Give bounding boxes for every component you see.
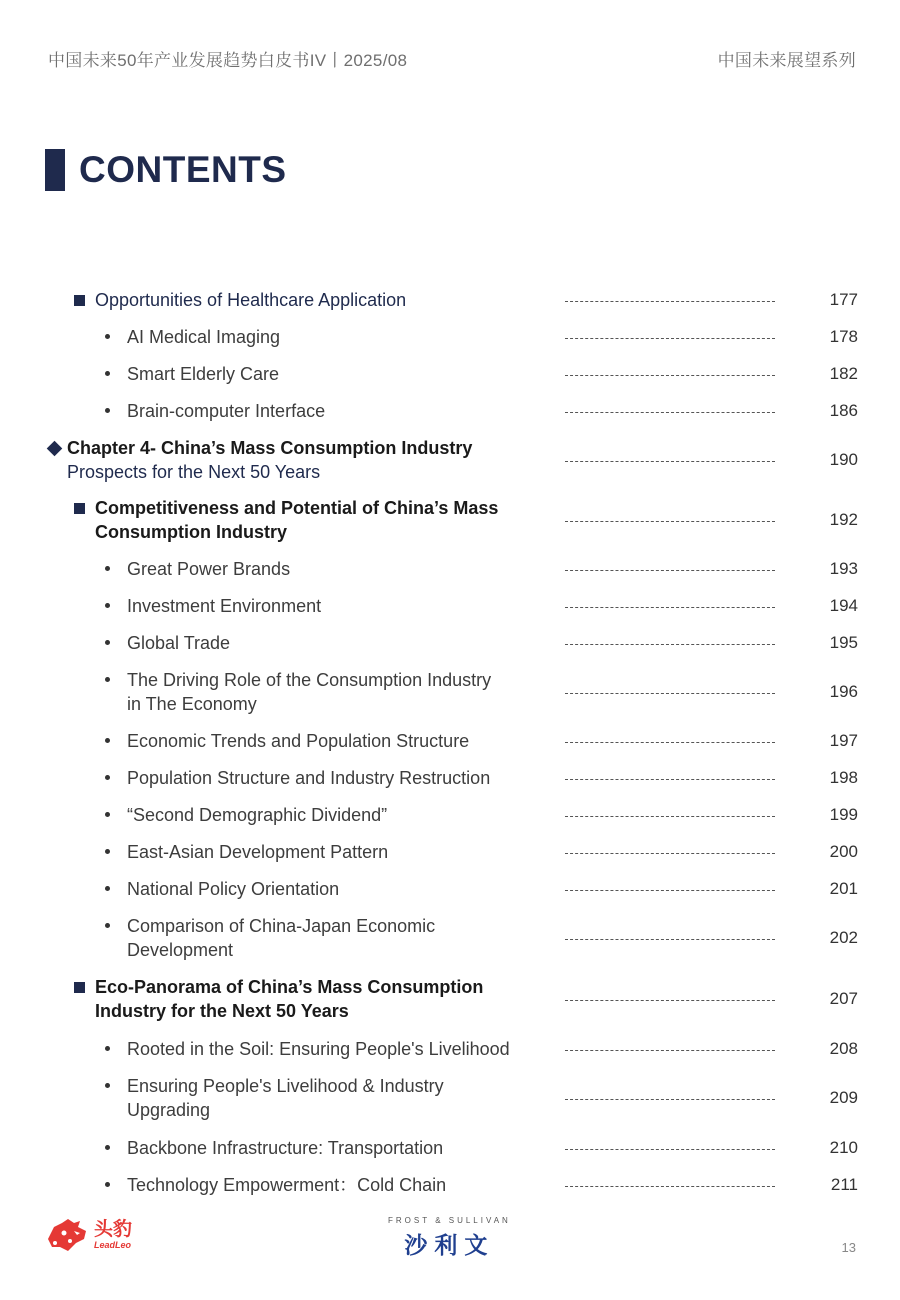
toc-entry-title-line: Backbone Infrastructure: Transportation <box>127 1138 444 1158</box>
toc-entry-title <box>127 1074 444 1122</box>
toc-entry-page-number: 207 <box>829 989 858 1008</box>
toc-entry[interactable] <box>0 840 900 864</box>
toc-entry-page-number: 201 <box>829 879 858 898</box>
toc-entry[interactable] <box>0 766 900 790</box>
toc-entry-title-line: Competitiveness and Potential of China’s Mass <box>95 498 499 518</box>
toc-entry-page-number: 177 <box>829 290 858 309</box>
toc-entry[interactable] <box>0 1074 900 1122</box>
toc-entry-page-number: 190 <box>829 450 858 469</box>
dotted-leader <box>565 521 775 522</box>
toc-entry-page-number: 193 <box>829 559 858 578</box>
toc-entry-page-number: 202 <box>829 928 858 947</box>
toc-entry[interactable] <box>0 1037 900 1061</box>
toc-entry-title-line: National Policy Orientation <box>127 879 340 899</box>
toc-entry-page-number: 198 <box>829 768 858 787</box>
toc-entry[interactable] <box>0 877 900 901</box>
toc-entry-title <box>127 803 387 827</box>
toc-entry-page-number: 199 <box>829 805 858 824</box>
dot-bullet-icon <box>105 334 110 339</box>
toc-entry-title-line: Prospects for the Next 50 Years <box>67 462 321 482</box>
toc-entry-title <box>67 436 472 484</box>
toc-entry-title-line: Global Trade <box>127 633 231 653</box>
dotted-leader <box>565 412 775 413</box>
leadleo-en-name: LeadLeo <box>94 1240 132 1250</box>
dot-bullet-icon <box>105 677 110 682</box>
dotted-leader <box>565 1149 775 1150</box>
toc-entry-title-line: Consumption Industry <box>95 522 287 542</box>
dotted-leader <box>565 1050 775 1051</box>
dot-bullet-icon <box>105 886 110 891</box>
toc-entry[interactable] <box>0 803 900 827</box>
toc-entry[interactable] <box>0 668 900 716</box>
toc-entry-title <box>95 288 406 312</box>
toc-entry-page-number: 196 <box>829 682 858 701</box>
toc-entry-title <box>95 975 483 1023</box>
dot-bullet-icon <box>105 1182 110 1187</box>
toc-entry-page-number: 194 <box>829 596 858 615</box>
header-report-title: 中国未来50年产业发展趋势白皮书IV丨2025/08 <box>48 51 408 70</box>
toc-entry[interactable] <box>0 496 900 544</box>
toc-entry-title <box>95 496 498 544</box>
toc-entry-title-line: East-Asian Development Pattern <box>127 842 389 862</box>
dot-bullet-icon <box>105 1083 110 1088</box>
toc-entry-page-number: 178 <box>829 327 858 346</box>
dotted-leader <box>565 461 775 462</box>
toc-entry[interactable] <box>0 557 900 581</box>
dotted-leader <box>565 644 775 645</box>
toc-entry-page-number: 209 <box>829 1088 858 1107</box>
toc-entry[interactable] <box>0 288 900 312</box>
toc-entry[interactable] <box>0 729 900 753</box>
toc-entry-title <box>127 914 435 962</box>
toc-entry-page-number: 200 <box>829 842 858 861</box>
toc-entry-title-line: Great Power Brands <box>127 559 291 579</box>
toc-entry-title-line: AI Medical Imaging <box>127 327 281 347</box>
square-bullet-icon <box>74 295 85 306</box>
toc-entry-title <box>127 557 290 581</box>
dot-bullet-icon <box>105 738 110 743</box>
dotted-leader <box>565 742 775 743</box>
dotted-leader <box>565 779 775 780</box>
square-bullet-icon <box>74 503 85 514</box>
toc-entry[interactable] <box>0 362 900 386</box>
dot-bullet-icon <box>105 566 110 571</box>
toc-entry-title-line: Upgrading <box>127 1100 211 1120</box>
toc-entry[interactable] <box>0 325 900 349</box>
toc-entry-title <box>127 1136 443 1160</box>
toc-entry-page-number: 186 <box>829 401 858 420</box>
diamond-bullet-icon <box>47 441 63 457</box>
dot-bullet-icon <box>105 849 110 854</box>
toc-entry-title <box>127 362 279 386</box>
toc-entry-title <box>127 1037 510 1061</box>
dotted-leader <box>565 570 775 571</box>
toc-entry-title-line: Development <box>127 940 234 960</box>
toc-entry-title <box>127 766 490 790</box>
toc-entry-title-line: “Second Demographic Dividend” <box>127 805 388 825</box>
toc-entry-page-number: 197 <box>829 731 858 750</box>
dotted-leader <box>565 816 775 817</box>
toc-entry[interactable] <box>0 1136 900 1160</box>
frost-sullivan-cn: 沙利文 <box>404 1232 495 1258</box>
toc-entry-page-number: 208 <box>829 1039 858 1058</box>
dot-bullet-icon <box>105 775 110 780</box>
toc-entry-title-line: Rooted in the Soil: Ensuring People's Livelihood <box>127 1039 510 1059</box>
toc-entry-title-line: Opportunities of Healthcare Application <box>95 290 407 310</box>
dot-bullet-icon <box>105 640 110 645</box>
dotted-leader <box>565 853 775 854</box>
dotted-leader <box>565 693 775 694</box>
header-series-name: 中国未来展望系列 <box>717 51 856 70</box>
toc-entry-page-number: 211 <box>830 1175 858 1194</box>
dot-bullet-icon <box>105 1046 110 1051</box>
toc-entry-title-line: Economic Trends and Population Structure <box>127 731 470 751</box>
dot-bullet-icon <box>105 371 110 376</box>
toc-entry-title-line: Brain-computer Interface <box>127 401 326 421</box>
toc-entry-page-number: 210 <box>829 1138 858 1157</box>
page-title: CONTENTS <box>79 149 287 190</box>
toc-entry-title-line: Ensuring People's Livelihood & Industry <box>127 1076 444 1096</box>
toc-entry[interactable] <box>0 436 900 484</box>
toc-entry-page-number: 195 <box>829 633 858 652</box>
dot-bullet-icon <box>105 603 110 608</box>
toc-entry[interactable] <box>0 914 900 962</box>
page-number: 13 <box>841 1240 856 1255</box>
toc-entry-title-line: Smart Elderly Care <box>127 364 280 384</box>
toc-entry-page-number: 192 <box>829 510 858 529</box>
frost-sullivan-logo <box>388 1216 511 1260</box>
toc-entry-title-line: Chapter 4- China’s Mass Consumption Industry <box>67 438 473 458</box>
dotted-leader <box>565 1000 775 1001</box>
dot-bullet-icon <box>105 1145 110 1150</box>
toc-entry-title <box>127 594 321 618</box>
dot-bullet-icon <box>105 812 110 817</box>
toc-entry-title-line: Eco-Panorama of China’s Mass Consumption <box>95 977 484 997</box>
dot-bullet-icon <box>105 923 110 928</box>
dotted-leader <box>565 607 775 608</box>
dotted-leader <box>565 939 775 940</box>
toc-entry-title-line: Investment Environment <box>127 596 322 616</box>
toc-entry-title <box>127 840 388 864</box>
toc-entry-title-line: The Driving Role of the Consumption Industry <box>127 670 492 690</box>
leadleo-logo <box>44 1217 132 1253</box>
dotted-leader <box>565 1099 775 1100</box>
toc-entry-title-line: Technology Empowerment：Cold Chain <box>127 1175 447 1195</box>
toc-entry[interactable] <box>0 975 900 1023</box>
toc-entry-title <box>127 729 469 753</box>
toc-entry[interactable] <box>0 399 900 423</box>
dotted-leader <box>565 1186 775 1187</box>
toc-entry-title <box>127 1173 446 1197</box>
toc-entry[interactable] <box>0 594 900 618</box>
leadleo-cn-name: 头豹 <box>94 1219 133 1240</box>
toc-entry-title <box>127 325 280 349</box>
toc-entry-page-number: 182 <box>829 364 858 383</box>
toc-entry[interactable] <box>0 631 900 655</box>
frost-sullivan-en: FROST & SULLIVAN <box>388 1216 511 1225</box>
toc-entry-title <box>127 668 491 716</box>
dotted-leader <box>565 301 775 302</box>
toc-entry-title-line: in The Economy <box>127 694 257 714</box>
dotted-leader <box>565 890 775 891</box>
dot-bullet-icon <box>105 408 110 413</box>
leopard-head-icon <box>44 1217 92 1253</box>
toc-entry[interactable] <box>0 1173 900 1197</box>
dotted-leader <box>565 338 775 339</box>
toc-entry-title-line: Comparison of China-Japan Economic <box>127 916 436 936</box>
toc-entry-title-line: Population Structure and Industry Restruction <box>127 768 491 788</box>
dotted-leader <box>565 375 775 376</box>
toc-entry-title <box>127 877 339 901</box>
toc-entry-title <box>127 631 230 655</box>
toc-entry-title <box>127 399 325 423</box>
toc-entry-title-line: Industry for the Next 50 Years <box>95 1001 349 1021</box>
square-bullet-icon <box>74 982 85 993</box>
